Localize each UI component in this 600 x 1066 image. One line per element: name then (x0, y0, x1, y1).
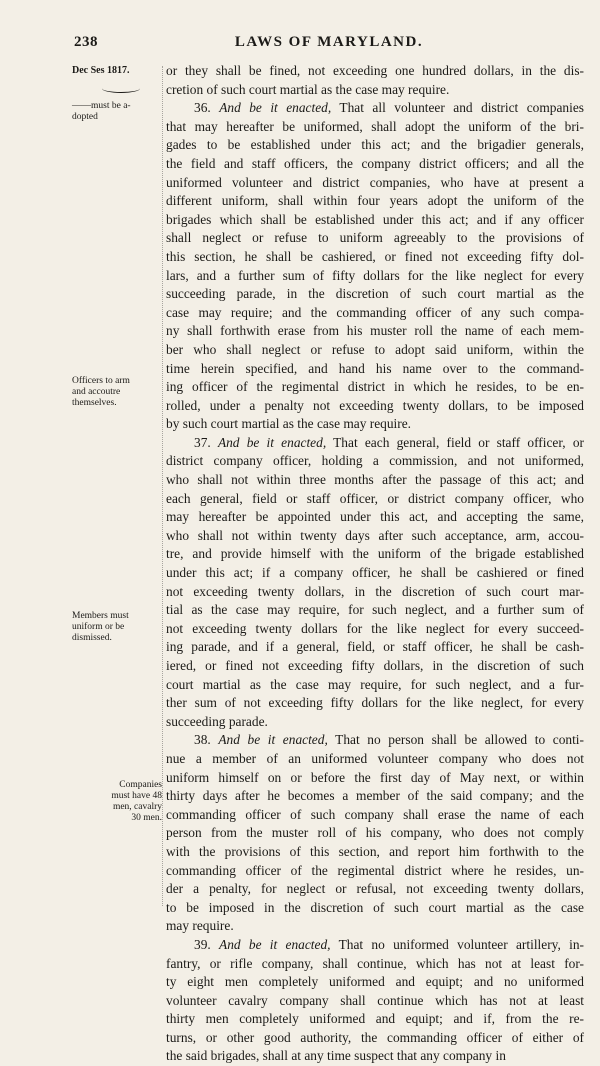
body-line: volunteer cavalry company shall continue which has not at least (166, 992, 584, 1008)
body-line: who shall not within three months after the passage of this act; and (166, 472, 584, 488)
body-line: time herein specified, and hand his name over to the command- (166, 360, 584, 376)
body-line: not exceeding twenty dollars, in the discretion of such court mar- (166, 583, 584, 599)
body-line: commanding officer of such company shall erase the name of each (166, 806, 584, 822)
body-line: may hereafter be appointed under this act, and accepting the same, (166, 509, 584, 525)
body-line: fantry, or rifle company, shall continue, which has not at least for- (166, 955, 584, 971)
body-line: nue a member of an uniformed volunteer company who does not (166, 750, 584, 766)
body-line: shall neglect or refuse to uniform agreeably to the provisions of (166, 230, 584, 246)
body-line: ber who shall neglect or refuse to adopt said uniform, within the (166, 341, 584, 357)
body-line: ing parade, and if a general, field, or staff officer, he shall be cash- (166, 639, 584, 655)
body-line: district company officer, holding a commission, and not uniformed, (166, 453, 584, 469)
body-line: 37. And be it enacted, That each general, field or staff officer, or (194, 434, 584, 450)
body-line: ther sum of not exceeding fifty dollars for the like neglect, for every (166, 695, 584, 711)
body-line: gades to be established under this act; and the brigadier generals, (166, 137, 584, 153)
body-line: may require. (166, 918, 234, 934)
margin-note-line: Officers to arm (72, 376, 130, 386)
margin-note-line: dopted (72, 112, 98, 122)
body-line: this section, he shall be cashiered, or fined not exceeding fifty dol- (166, 248, 584, 264)
body-line: uniformed volunteer and district companies, who have at present a (166, 174, 584, 190)
body-line: by such court martial as the case may require. (166, 416, 412, 432)
body-line: that may hereafter be uniformed, shall adopt the uniform of the bri- (166, 118, 584, 134)
body-line: lars, and a further sum of fifty dollars for the like neglect for every (166, 267, 584, 283)
body-line: ny shall forthwith erase from his muster roll the name of each mem- (166, 323, 584, 339)
margin-note-members-uniform (72, 611, 164, 644)
margin-note-line: Members must (72, 611, 129, 621)
page-header (74, 34, 584, 54)
margin-note-line: must have 48 (111, 791, 162, 801)
body-line: succeeding parade. (166, 713, 268, 729)
body-line: iered, or fined not exceeding fifty dollars, in the discretion of such (166, 658, 584, 673)
body-line: or they shall be fined, not exceeding one hundred dollars, in the dis- (166, 63, 584, 78)
body-line: turns, or other good authority, the commanding officer of either of (166, 1029, 584, 1045)
margin-note-line: Dec Ses 1817. (72, 65, 130, 76)
margin-note-line: men, cavalry (112, 802, 162, 812)
body-line: to be imposed in the discretion of such court martial as the case (166, 899, 584, 915)
body-line: rolled, under a penalty not exceeding twenty dollars, to be imposed (166, 397, 584, 413)
body-line: tial as the case may require, for such neglect, and a further sum of (166, 602, 584, 618)
body-line: commanding officer of the regimental district where he resides, un- (166, 862, 584, 878)
body-line: 36. And be it enacted, That all volunteer and district companies (194, 100, 584, 116)
body-line: thirty men completely uniformed and equipt; and if, from the re- (166, 1011, 584, 1027)
margin-note-line: dismissed. (72, 633, 112, 643)
margin-note-line: Companies (119, 780, 162, 790)
page-number: 238 (74, 34, 98, 50)
running-title: LAWS OF MARYLAND. (234, 34, 424, 50)
body-line: each general, field or staff officer, or district company officer, who (166, 490, 584, 506)
body-line: court martial as the case may require, for such neglect, and a fur- (166, 676, 584, 692)
margin-note-line: and accoutre (72, 387, 121, 397)
body-line: person from the muster roll of his company, who does not comply (166, 825, 584, 841)
margin-note-line: uniform or be (72, 622, 125, 632)
body-line: 38. And be it enacted, That no person shall be allowed to conti- (194, 732, 584, 748)
margin-note-officers-arm (72, 376, 164, 409)
margin-note-uniform-adopted (72, 101, 164, 123)
body-line: succeeding parade, in the discretion of such court martial as the (166, 286, 584, 302)
body-line: case may require; and the commanding officer of any such compa- (166, 304, 584, 320)
margin-note-session (72, 65, 154, 76)
margin-rule (162, 66, 164, 906)
body-line: with the provisions of this section, and report him forthwith to the (166, 843, 584, 859)
body-line: thirty days after he becomes a member of the said company; and the (166, 788, 584, 804)
body-line: ty eight men completely uniformed and equipt; and no uniformed (166, 974, 584, 990)
body-line: the said brigades, shall at any time suspect that any company in (166, 1048, 506, 1064)
body-line: the field and staff officers, the company district officers; and all the (166, 155, 584, 171)
body-line: 39. And be it enacted, That no uniformed volunteer artillery, in- (194, 936, 584, 952)
brace-mark (102, 84, 140, 93)
body-line: ing officer of the regimental district in which he resides, to be en- (166, 379, 584, 395)
margin-note-companies (84, 780, 162, 824)
margin-note-line: ——must be a- (72, 101, 131, 111)
body-line: not exceeding twenty dollars for the like neglect for every succeed- (166, 620, 584, 636)
body-line: der a penalty, for neglect or refusal, not exceeding twenty dollars, (166, 881, 584, 897)
body-line: tre, and provide himself with the uniform of the brigade established (166, 546, 584, 562)
body-line: different uniform, shall within four years adopt the uniform of the (166, 193, 584, 209)
body-line: brigades which shall be established under this act; and if any officer (166, 211, 584, 227)
margin-note-line: themselves. (72, 398, 117, 408)
body-line: uniform himself on or before the first day of May next, or within (166, 769, 584, 785)
body-line: cretion of such court martial as the case may require. (166, 81, 450, 97)
body-line: who shall not within twenty days after such acceptance, arm, accou- (166, 527, 584, 543)
body-line: under this act; if a company officer, he shall be cashiered or fined (166, 565, 584, 581)
margin-note-line: 30 men. (131, 813, 162, 823)
body-text (166, 62, 584, 1066)
